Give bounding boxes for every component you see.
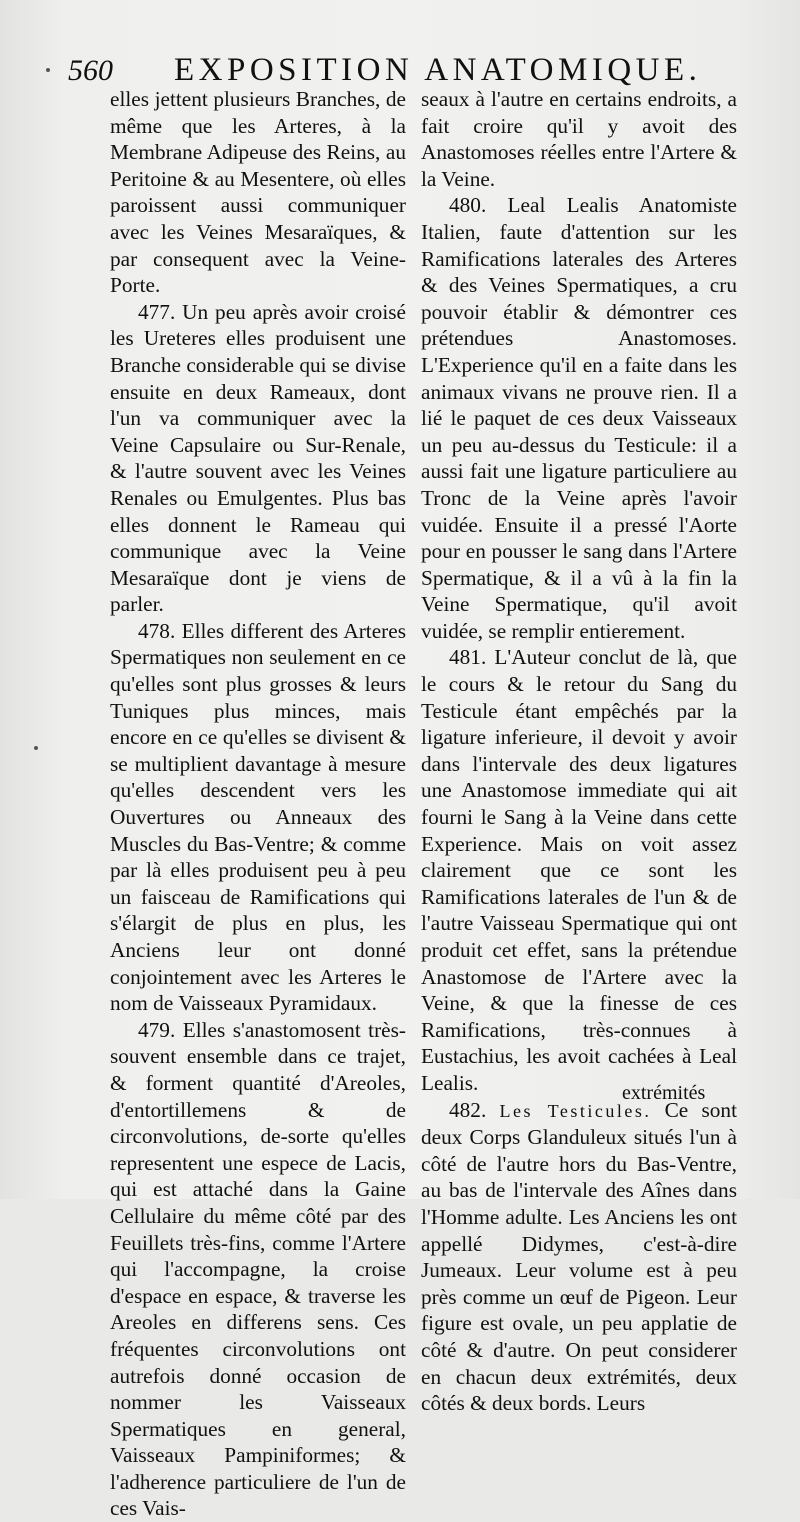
paragraph-continuation: elles jettent plusieurs Branches, de même que les Arteres, à la Membrane Adipeuse des Reins, au Peritoine & au Mesentere, où elles paroissent aussi communiquer avec les Veines Mesaraïques, & par consequent avec la Veine-Porte. — [110, 87, 406, 298]
page-number: 560 — [68, 54, 113, 87]
section-heading-testicules: Les Testicules. — [499, 1100, 652, 1121]
paragraph-480: 480. Leal Lealis Anatomiste Italien, faute d'attention sur les Ramifications laterales des Arteres & des Veines Spermatiques, a cru pouvoir établir & démontrer ces prétendues Anastomoses. L'Experience qu'il en a faite dans les animaux vivans ne prouve rien. Il a lié le paquet de ces deux Vaisseaux un peu au-dessus du Testicule: il a aussi fait une ligature particuliere au Tronc de la Veine après l'avoir vuidée. Ensuite il a pressé l'Aorte pour en pousser le sang dans l'Artere Spermatique, & il a vû à la fin la Veine Spermatique, qu'il avoit vuidée, se remplir entierement. — [421, 193, 737, 643]
ink-speck — [46, 68, 50, 72]
paragraph-482 — [421, 1097, 737, 1417]
left-column — [110, 86, 406, 1522]
catchword: extrémités — [622, 1082, 706, 1104]
paragraph-477: 477. Un peu après avoir croisé les Ureteres elles produisent une Branche considerable qui se divise ensuite en deux Rameaux, dont l'un va communiquer avec la Veine Capsulaire ou Sur-Renale, & l'autre souvent avec les Veines Renales ou Emulgentes. Plus bas elles donnent le Rameau qui communique avec la Veine Mesaraïque dont je viens de parler. — [110, 299, 406, 617]
paragraph-479: 479. Elles s'anastomosent très-souvent ensemble dans ce trajet, & forment quantité d'Areoles, d'entortillemens & de circonvolutions, de-sorte qu'elles representent une espece de Lacis, qui est attaché dans la Gaine Cellulaire du même côté par des Feuillets très-fins, comme l'Artere qui l'accompagne, la croise d'espace en espace, & traverse les Areoles en differens sens. Ces fréquentes circonvolutions ont autrefois donné occasion de nommer les Vaisseaux Spermatiques en general, Vaisseaux Pampiniformes; & l'adherence particuliere de l'un de ces Vais- — [110, 1017, 406, 1521]
paragraph-478: 478. Elles different des Arteres Spermatiques non seulement en ce qu'elles sont plus grosses & leurs Tuniques plus minces, mais encore en ce qu'elles se divisent & se multiplient davantage à mesure qu'elles descendent vers les Ouvertures ou Anneaux des Muscles du Bas-Ventre; & comme par là elles produisent peu à peu un faisceau de Ramifications qui s'élargit de plus en plus, les Anciens leur ont donné conjointement avec les Arteres le nom de Vaisseaux Pyramidaux. — [110, 618, 406, 1016]
paragraph-482-body: Ce sont deux Corps Glanduleux situés l'un à côté de l'autre hors du Bas-Ventre, au bas de l'intervale des Aînes dans l'Homme adulte. Les Anciens les ont appellé Didymes, c'est-à-dire Jumeaux. Leur volume est à peu près comme un œuf de Pigeon. Leur figure est ovale, un peu applatie de côté & d'autre. On peut considerer en chacun deux extrémités, deux côtés & deux bords. Leurs — [421, 1097, 737, 1416]
right-column — [421, 86, 737, 1417]
running-title: EXPOSITION ANATOMIQUE. — [174, 52, 702, 88]
paragraph-continuation-right: seaux à l'autre en certains endroits, a fait croire qu'il y avoit des Anastomoses réelles entre l'Artere & la Veine. — [421, 87, 737, 191]
paragraph-482-number: 482. — [449, 1097, 487, 1122]
ink-speck — [34, 746, 38, 750]
paragraph-481: 481. L'Auteur conclut de là, que le cours & le retour du Sang du Testicule étant empêchés par la ligature inferieure, il devoit y avoir dans l'intervale des deux ligatures une Anastomose immediate qui ait fourni le Sang à la Veine dans cette Experience. Mais on voit assez clairement que ce sont les Ramifications laterales de l'un & de l'autre Vaisseau Spermatique qui ont produit cet effet, sans la prétendue Anastomose de l'Artere avec la Veine, & que la finesse de ces Ramifications, très-connues à Eustachius, les avoit cachées à Leal Lealis. — [421, 645, 737, 1095]
